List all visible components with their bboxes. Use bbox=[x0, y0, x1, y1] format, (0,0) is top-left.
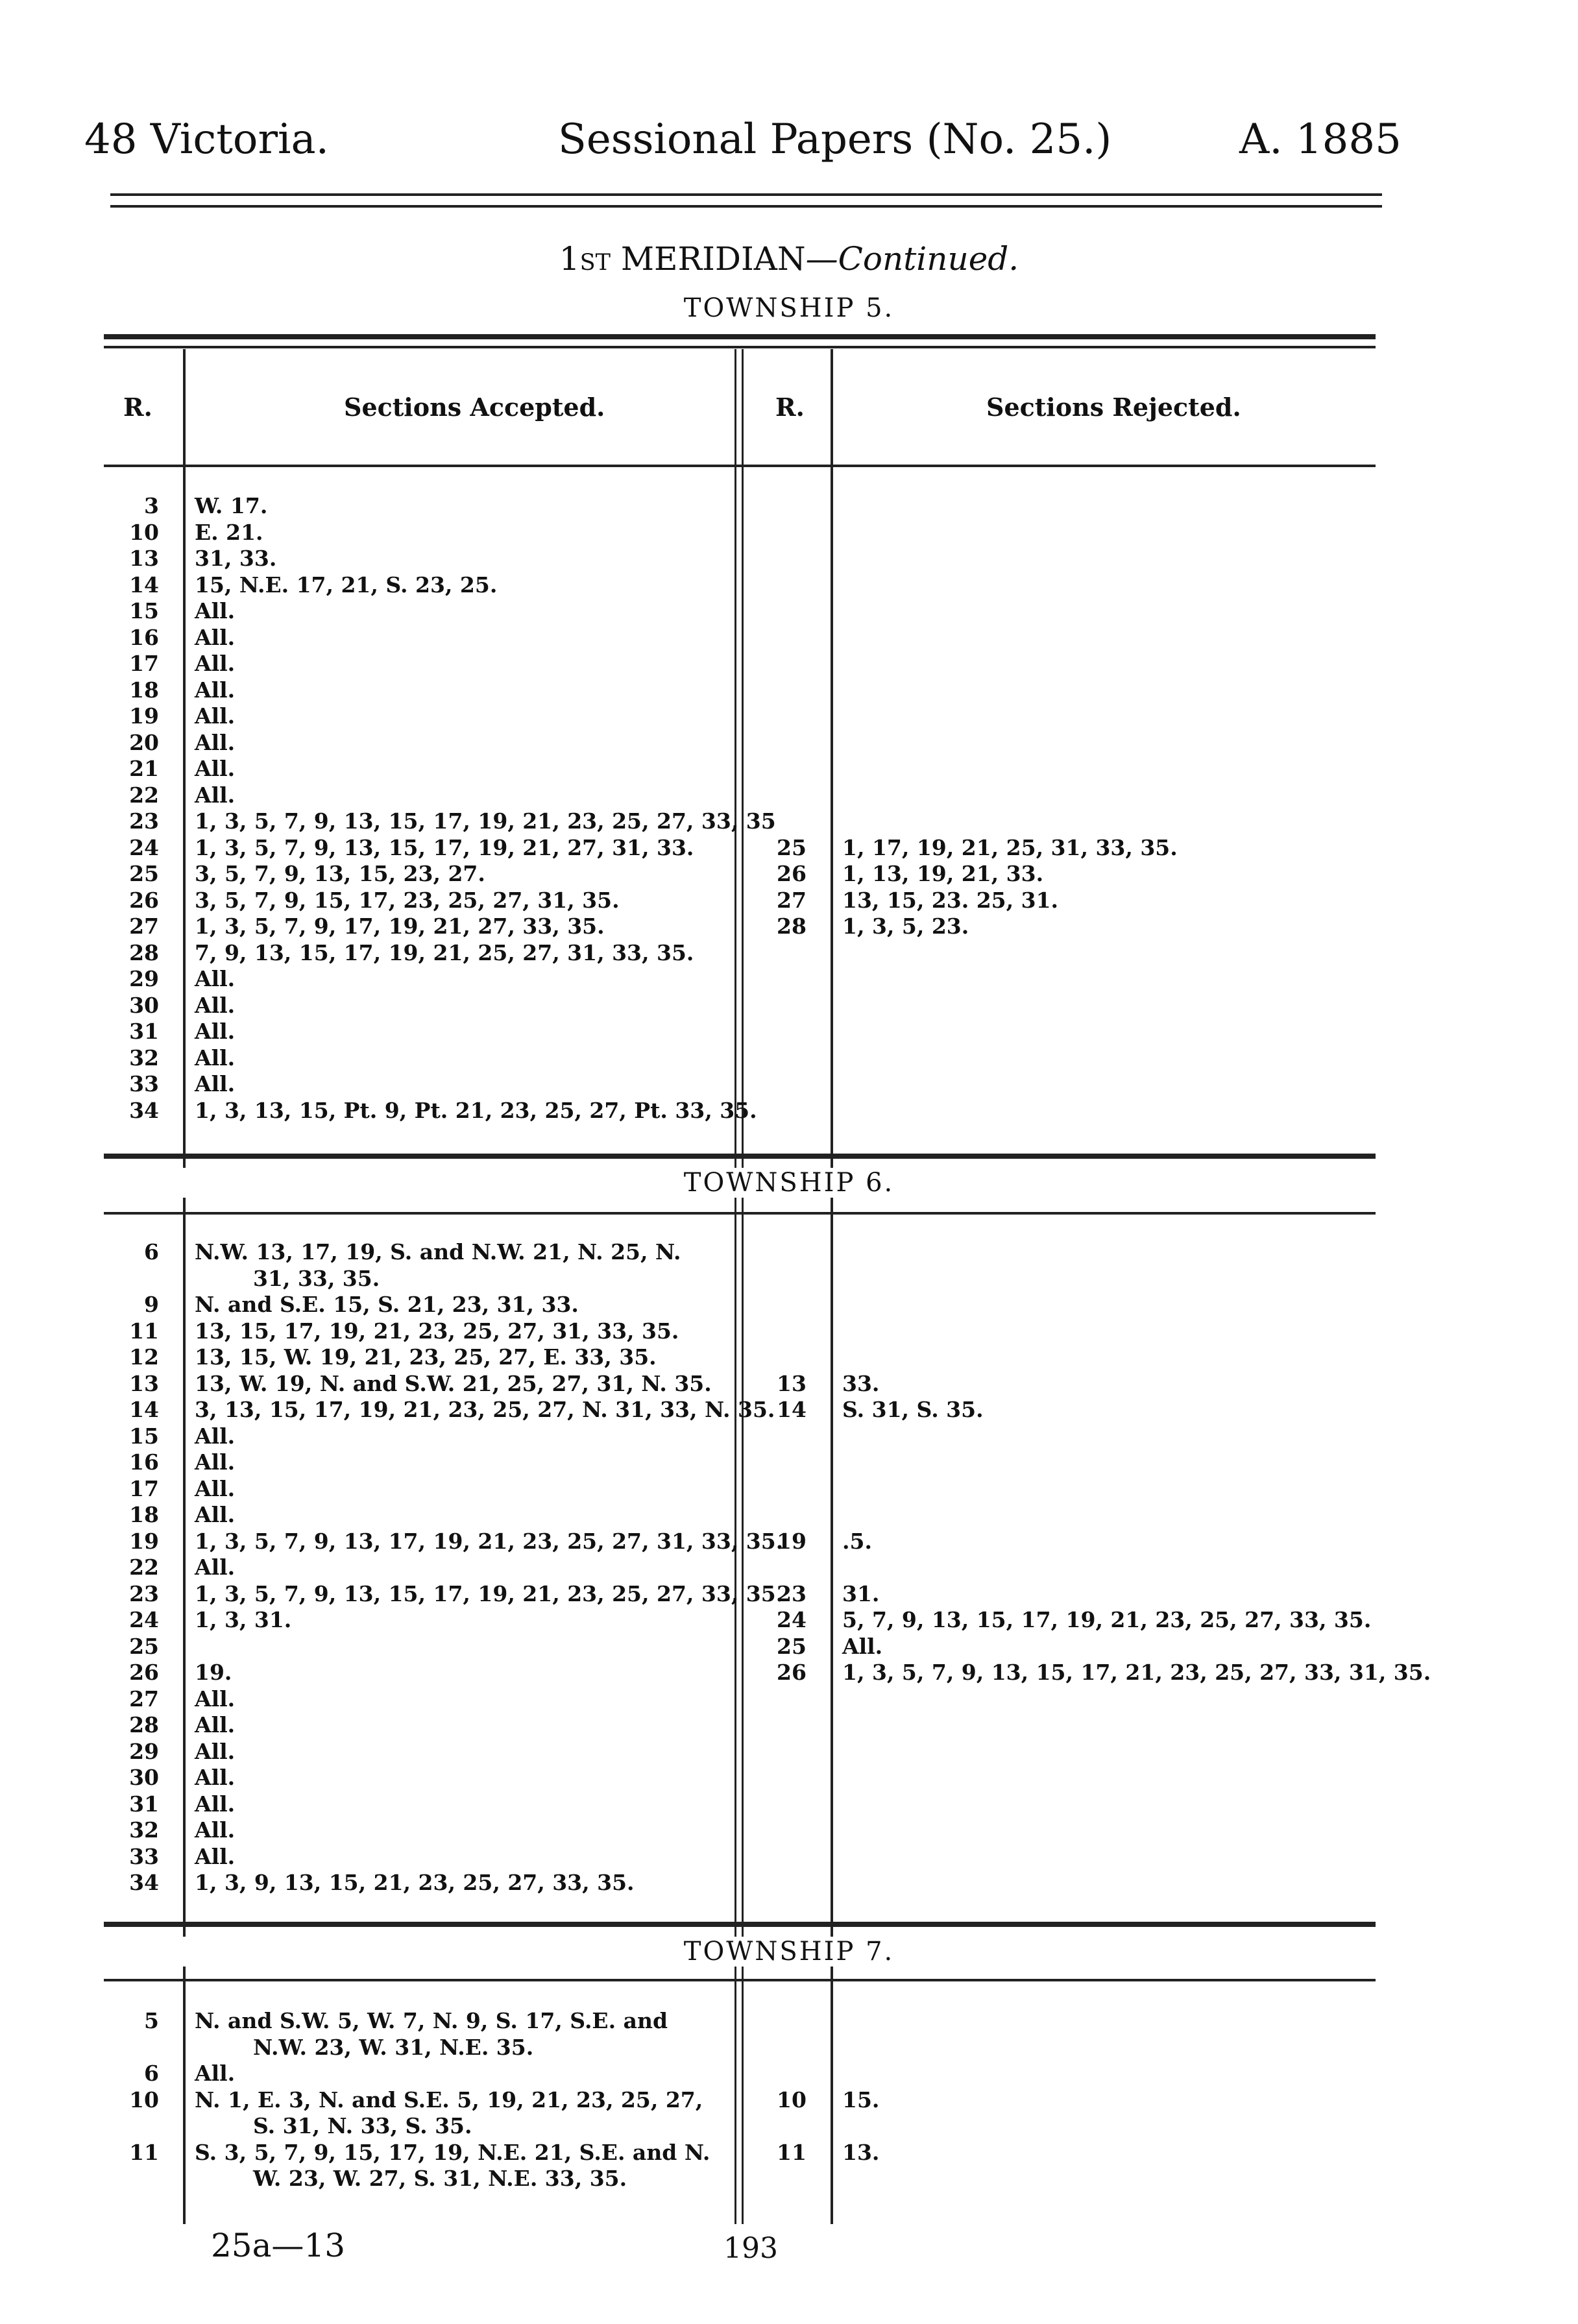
sections-accepted: All. bbox=[195, 1791, 236, 1817]
range-number: 3 bbox=[144, 493, 159, 518]
sections-accepted: All. bbox=[195, 1502, 236, 1527]
sections-rejected: 15. bbox=[842, 2087, 880, 2112]
sections-accepted: All. bbox=[195, 1019, 236, 1044]
range-number: 31 bbox=[129, 1019, 159, 1044]
range-number: 18 bbox=[129, 677, 159, 703]
range-number: 19 bbox=[129, 703, 159, 729]
township-7-rule-top bbox=[104, 1922, 1376, 1927]
sections-accepted: 1, 3, 5, 7, 9, 13, 15, 17, 19, 21, 23, 25, 27, 33, 35. bbox=[195, 1580, 784, 1606]
sections-accepted: All. bbox=[195, 966, 236, 991]
sections-accepted: 19. bbox=[195, 1660, 232, 1685]
range-number: 10 bbox=[129, 519, 159, 545]
range-number: 16 bbox=[129, 1449, 159, 1475]
sections-accepted: All. bbox=[195, 598, 236, 623]
range-number: 15 bbox=[129, 1423, 159, 1449]
sections-accepted: All. bbox=[195, 651, 236, 676]
range-number: 25 bbox=[129, 1633, 159, 1659]
sections-accepted: All. bbox=[195, 1738, 236, 1764]
sections-accepted: 3, 5, 7, 9, 15, 17, 23, 25, 27, 31, 35. bbox=[195, 887, 620, 913]
range-number-rejected: 14 bbox=[777, 1397, 807, 1422]
range-number: 17 bbox=[129, 1475, 159, 1501]
range-number-rejected: 23 bbox=[777, 1580, 807, 1606]
header-center: Sessional Papers (No. 25.) bbox=[558, 115, 1112, 163]
sections-accepted: All. bbox=[195, 1765, 236, 1790]
meridian-name: MERIDIAN bbox=[620, 240, 806, 278]
sections-accepted: 1, 3, 5, 7, 9, 13, 15, 17, 19, 21, 23, 25, 27, 33, 35 bbox=[195, 808, 776, 834]
range-number: 18 bbox=[129, 1502, 159, 1527]
meridian-suffix: —Continued. bbox=[805, 240, 1019, 278]
sections-accepted: 3, 5, 7, 9, 13, 15, 23, 27. bbox=[195, 861, 485, 886]
sections-accepted: All. bbox=[195, 677, 236, 703]
range-number-rejected: 13 bbox=[777, 1370, 807, 1396]
range-number-rejected: 28 bbox=[777, 914, 807, 939]
table-top-rule bbox=[104, 334, 1376, 339]
sections-accepted: 1, 3, 5, 7, 9, 13, 17, 19, 21, 23, 25, 27, 31, 33, 35. bbox=[195, 1528, 784, 1554]
col-header-r-left: R. bbox=[123, 393, 152, 422]
range-number: 11 bbox=[129, 1318, 159, 1344]
sections-accepted: All. bbox=[195, 1475, 236, 1501]
sections-accepted: All. bbox=[195, 1712, 236, 1737]
range-number: 26 bbox=[129, 1660, 159, 1685]
range-number-rejected: 24 bbox=[777, 1607, 807, 1632]
township-6-title: TOWNSHIP 6. bbox=[0, 1168, 1578, 1198]
township-5-title: TOWNSHIP 5. bbox=[683, 293, 895, 323]
sections-accepted: All. bbox=[195, 1449, 236, 1475]
range-number: 19 bbox=[129, 1528, 159, 1554]
footer-page-number: 193 bbox=[723, 2232, 778, 2265]
range-number: 5 bbox=[144, 2008, 159, 2033]
sections-accepted: S. 3, 5, 7, 9, 15, 17, 19, N.E. 21, S.E. and N. bbox=[195, 2139, 710, 2165]
sections-accepted: 1, 3, 31. bbox=[195, 1607, 292, 1632]
range-number: 34 bbox=[129, 1097, 159, 1123]
range-number-rejected: 11 bbox=[777, 2139, 807, 2165]
sections-accepted: 13, W. 19, N. and S.W. 21, 25, 27, 31, N. 35. bbox=[195, 1370, 712, 1396]
range-number: 24 bbox=[129, 1607, 159, 1632]
sections-accepted: All. bbox=[195, 1423, 236, 1449]
range-number: 14 bbox=[129, 1397, 159, 1422]
sections-accepted: All. bbox=[195, 782, 236, 808]
range-number: 33 bbox=[129, 1843, 159, 1869]
township-7-title: TOWNSHIP 7. bbox=[0, 1937, 1578, 1967]
sections-accepted: All. bbox=[195, 1843, 236, 1869]
sections-rejected: 13. bbox=[842, 2139, 880, 2165]
sections-accepted: N. and S.E. 15, S. 21, 23, 31, 33. bbox=[195, 1292, 579, 1317]
sections-rejected: 1, 3, 5, 7, 9, 13, 15, 17, 21, 23, 25, 27, 33, 31, 35. bbox=[842, 1660, 1431, 1685]
sections-accepted: All. bbox=[195, 1817, 236, 1843]
range-number-rejected: 26 bbox=[777, 861, 807, 886]
range-number: 11 bbox=[129, 2139, 159, 2165]
sections-accepted: 1, 3, 9, 13, 15, 21, 23, 25, 27, 33, 35. bbox=[195, 1870, 635, 1895]
sections-accepted: 31, 33, 35. bbox=[253, 1265, 380, 1291]
header-right: A. 1885 bbox=[1239, 115, 1402, 163]
col-header-r-right: R. bbox=[775, 393, 805, 422]
sections-rejected: 5, 7, 9, 13, 15, 17, 19, 21, 23, 25, 27, 33, 35. bbox=[842, 1607, 1372, 1632]
range-number: 28 bbox=[129, 939, 159, 965]
range-number: 16 bbox=[129, 624, 159, 650]
col-header-accepted: Sections Accepted. bbox=[344, 393, 605, 422]
range-number: 17 bbox=[129, 651, 159, 676]
range-number: 24 bbox=[129, 834, 159, 860]
meridian-title bbox=[0, 240, 1578, 278]
sections-rejected: 13, 15, 23. 25, 31. bbox=[842, 887, 1059, 913]
sections-rejected: .5. bbox=[842, 1528, 872, 1554]
range-number: 33 bbox=[129, 1071, 159, 1096]
township-6-rule-top bbox=[104, 1154, 1376, 1159]
sections-accepted: 3, 13, 15, 17, 19, 21, 23, 25, 27, N. 31, 33, N. 35. bbox=[195, 1397, 775, 1422]
range-number: 29 bbox=[129, 1738, 159, 1764]
range-number: 15 bbox=[129, 598, 159, 623]
range-number: 29 bbox=[129, 966, 159, 991]
sections-rejected: 1, 3, 5, 23. bbox=[842, 914, 969, 939]
sections-accepted: 1, 3, 5, 7, 9, 17, 19, 21, 27, 33, 35. bbox=[195, 914, 605, 939]
range-number: 27 bbox=[129, 1686, 159, 1712]
sections-accepted: 7, 9, 13, 15, 17, 19, 21, 25, 27, 31, 33, 35. bbox=[195, 939, 694, 965]
sections-accepted: All. bbox=[195, 1686, 236, 1712]
sections-accepted: All. bbox=[195, 703, 236, 729]
sections-accepted: W. 23, W. 27, S. 31, N.E. 33, 35. bbox=[253, 2166, 627, 2191]
sections-accepted: All. bbox=[195, 624, 236, 650]
range-number: 13 bbox=[129, 546, 159, 571]
range-number: 13 bbox=[129, 1370, 159, 1396]
sections-accepted: All. bbox=[195, 1045, 236, 1071]
range-number: 34 bbox=[129, 1870, 159, 1895]
header-rule-bottom bbox=[110, 205, 1382, 208]
range-number: 31 bbox=[129, 1791, 159, 1817]
sections-accepted: N. 1, E. 3, N. and S.E. 5, 19, 21, 23, 25, 27, bbox=[195, 2087, 703, 2112]
range-number-rejected: 19 bbox=[777, 1528, 807, 1554]
sections-rejected: All. bbox=[842, 1633, 883, 1659]
footer-sheet-ref: 25a—13 bbox=[211, 2227, 346, 2264]
header-left: 48 Victoria. bbox=[84, 115, 329, 163]
sections-accepted: S. 31, N. 33, S. 35. bbox=[253, 2113, 472, 2138]
range-number: 22 bbox=[129, 1555, 159, 1580]
col-header-rejected: Sections Rejected. bbox=[986, 393, 1241, 422]
range-number: 23 bbox=[129, 1580, 159, 1606]
sections-accepted: N. and S.W. 5, W. 7, N. 9, S. 17, S.E. and bbox=[195, 2008, 668, 2033]
sections-rejected: 1, 17, 19, 21, 25, 31, 33, 35. bbox=[842, 834, 1178, 860]
sections-accepted: E. 21. bbox=[195, 519, 263, 545]
sections-accepted: 1, 3, 13, 15, Pt. 9, Pt. 21, 23, 25, 27, Pt. 33, 35. bbox=[195, 1097, 757, 1123]
range-number: 25 bbox=[129, 861, 159, 886]
range-number: 6 bbox=[144, 1239, 159, 1265]
range-number-rejected: 25 bbox=[777, 1633, 807, 1659]
range-number: 32 bbox=[129, 1045, 159, 1071]
sections-accepted: 31, 33. bbox=[195, 546, 277, 571]
range-number-rejected: 25 bbox=[777, 834, 807, 860]
range-number: 21 bbox=[129, 756, 159, 781]
sections-accepted: 13, 15, 17, 19, 21, 23, 25, 27, 31, 33, 35. bbox=[195, 1318, 679, 1344]
range-number-rejected: 10 bbox=[777, 2087, 807, 2112]
sections-accepted: All. bbox=[195, 1555, 236, 1580]
range-number: 22 bbox=[129, 782, 159, 808]
sections-rejected: 33. bbox=[842, 1370, 880, 1396]
sections-accepted: 1, 3, 5, 7, 9, 13, 15, 17, 19, 21, 27, 31, 33. bbox=[195, 834, 694, 860]
range-number: 14 bbox=[129, 572, 159, 598]
range-number: 9 bbox=[144, 1292, 159, 1317]
sections-accepted: All. bbox=[195, 992, 236, 1018]
meridian-ordinal: 1st bbox=[559, 240, 611, 278]
range-number: 28 bbox=[129, 1712, 159, 1737]
range-number: 32 bbox=[129, 1817, 159, 1843]
range-number: 27 bbox=[129, 914, 159, 939]
sections-accepted: All. bbox=[195, 756, 236, 781]
sections-accepted: 13, 15, W. 19, 21, 23, 25, 27, E. 33, 35. bbox=[195, 1344, 657, 1370]
range-number: 30 bbox=[129, 1765, 159, 1790]
township-6-rule-bottom bbox=[104, 1212, 1376, 1215]
range-number: 12 bbox=[129, 1344, 159, 1370]
sections-rejected: 1, 13, 19, 21, 33. bbox=[842, 861, 1044, 886]
sections-rejected: 31. bbox=[842, 1580, 880, 1606]
sections-accepted: 15, N.E. 17, 21, S. 23, 25. bbox=[195, 572, 498, 598]
range-number: 30 bbox=[129, 992, 159, 1018]
range-number: 20 bbox=[129, 729, 159, 755]
range-number-rejected: 26 bbox=[777, 1660, 807, 1685]
sections-accepted: All. bbox=[195, 2061, 236, 2086]
sections-accepted: N.W. 13, 17, 19, S. and N.W. 21, N. 25, N. bbox=[195, 1239, 681, 1265]
township-7-rule-bottom bbox=[104, 1979, 1376, 1981]
range-number: 26 bbox=[129, 887, 159, 913]
range-number: 10 bbox=[129, 2087, 159, 2112]
sections-accepted: All. bbox=[195, 729, 236, 755]
header-rule-top bbox=[110, 193, 1382, 196]
sections-rejected: S. 31, S. 35. bbox=[842, 1397, 984, 1422]
sections-accepted: All. bbox=[195, 1071, 236, 1096]
range-number: 23 bbox=[129, 808, 159, 834]
sections-accepted: W. 17. bbox=[195, 493, 268, 518]
table-top-rule-thin bbox=[104, 346, 1376, 348]
range-number-rejected: 27 bbox=[777, 887, 807, 913]
sections-accepted: N.W. 23, W. 31, N.E. 35. bbox=[253, 2034, 534, 2060]
range-number: 6 bbox=[144, 2061, 159, 2086]
